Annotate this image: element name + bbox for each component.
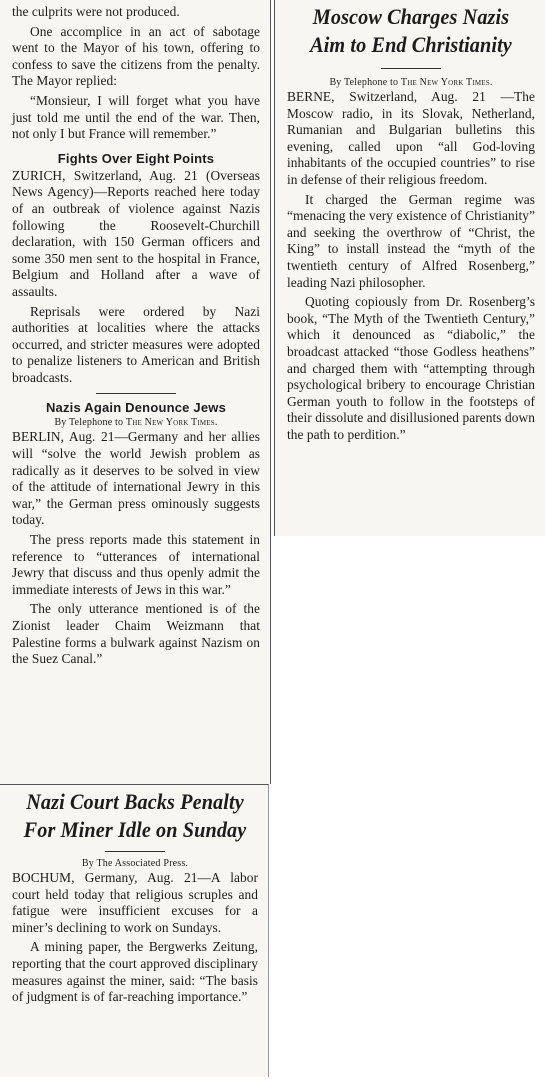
- subhead-fights-over-eight-points: Fights Over Eight Points: [57, 150, 215, 166]
- headline-line-1: Nazi Court Backs Penalty: [26, 789, 244, 814]
- headline-line-1: Moscow Charges Nazis: [312, 4, 510, 29]
- subhead-nazis-again-denounce-jews: Nazis Again Denounce Jews: [45, 400, 227, 416]
- section-divider: [96, 393, 176, 394]
- bottom-article-text: [0, 785, 268, 1006]
- article-paragraph: Reprisals were ordered by Nazi authorities at localities where the attacks occurred, and stricter measures were adopted to penalize listeners to American and British broadcasts.: [12, 303, 260, 385]
- article-paragraph: Quoting copiously from Dr. Rosenberg’s book, “The Myth of the Twentieth Century,” which it denounced as “diabolic,” the broadcast attacked “those Godless heathens” and charged them with “attempting through psychological bribery to encourage Christian German youth to follow in the footsteps of their dissolute and disillusioned parents down the path to perdition.”: [287, 294, 535, 442]
- left-column-text: [0, 0, 270, 668]
- intro-paragraph: the culprits were not produced.: [12, 4, 180, 19]
- bottom-article-clipping: [0, 784, 269, 1077]
- right-column-text: [275, 0, 545, 443]
- article-paragraph: BOCHUM, Germany, Aug. 21—A labor court held today that religious scruples and fatigue were insufficient excuses for a miner’s declining to work on Sundays.: [12, 870, 258, 935]
- credit-prefix: By Telephone to: [329, 77, 399, 88]
- credit-paper: The New York Times.: [400, 77, 493, 88]
- credit-paper: The New York Times.: [125, 417, 218, 429]
- article-paragraph: The only utterance mentioned is of the Zionist leader Chaim Weizmann that Palestine forms a bulwark against Nazism on the Suez Canal.”: [12, 601, 260, 667]
- intro-paragraph: One accomplice in an act of sabotage went to the Mayor of his town, offering to confess to save the citizens from the penalty. The Mayor replied:: [12, 23, 260, 89]
- headline-line-2: For Miner Idle on Sunday: [23, 817, 247, 842]
- credit-prefix: By Telephone to: [54, 417, 124, 429]
- article-paragraph: The press reports made this statement in reference to “utterances of international Jewry that discuss and thus openly admit the immediate interests of Jews in this war.”: [12, 532, 260, 597]
- left-column-clipping: [0, 0, 271, 784]
- headline-divider: [105, 851, 165, 852]
- article-paragraph: BERNE, Switzerland, Aug. 21 —The Moscow radio, in its Slovak, Netherland, Rumanian and Bulgarian bulletins this evening, called upon “all God-loving inhabitants of the occupied countries” to rise in defense of their religious freedom.: [287, 89, 535, 187]
- article-paragraph: A mining paper, the Bergwerks Zeitung, reporting that the court approved disciplinary measures against the miner, said: “The basis of judgment is of far-reaching importance.”: [12, 939, 258, 1005]
- article-paragraph: ZURICH, Switzerland, Aug. 21 (Overseas News Agency)—Reports reached here today of an outbreak of violence against Nazis following the Roosevelt-Churchill declaration, with 150 German officers and some 350 men sent to the hospital in France, Belgium and Holland after a wave of assaults.: [12, 167, 260, 299]
- byline-credit: By The Associated Press.: [81, 858, 189, 869]
- mayor-quote: “Monsieur, I will forget what you have just told me until the end of the war. Then, not only I but France will remember.”: [12, 92, 260, 142]
- headline-divider: [381, 68, 441, 69]
- article-paragraph: It charged the German regime was “menacing the very existence of Christianity” and seeking the overthrow of “Christ, the King” to install instead the “myth of the twentieth century of Alfred Rosenberg,” leading Nazi philosopher.: [287, 191, 535, 290]
- article-paragraph: BERLIN, Aug. 21—Germany and her allies will “solve the world Jewish problem as radically as it deserves to be solved in view of the attitude of international Jewry in this war,” the German press ominously suggests today.: [12, 429, 260, 528]
- byline-credit: [12, 417, 260, 428]
- headline-line-2: Aim to End Christianity: [310, 32, 512, 57]
- right-column-clipping: [274, 0, 545, 536]
- byline-credit: [287, 77, 535, 88]
